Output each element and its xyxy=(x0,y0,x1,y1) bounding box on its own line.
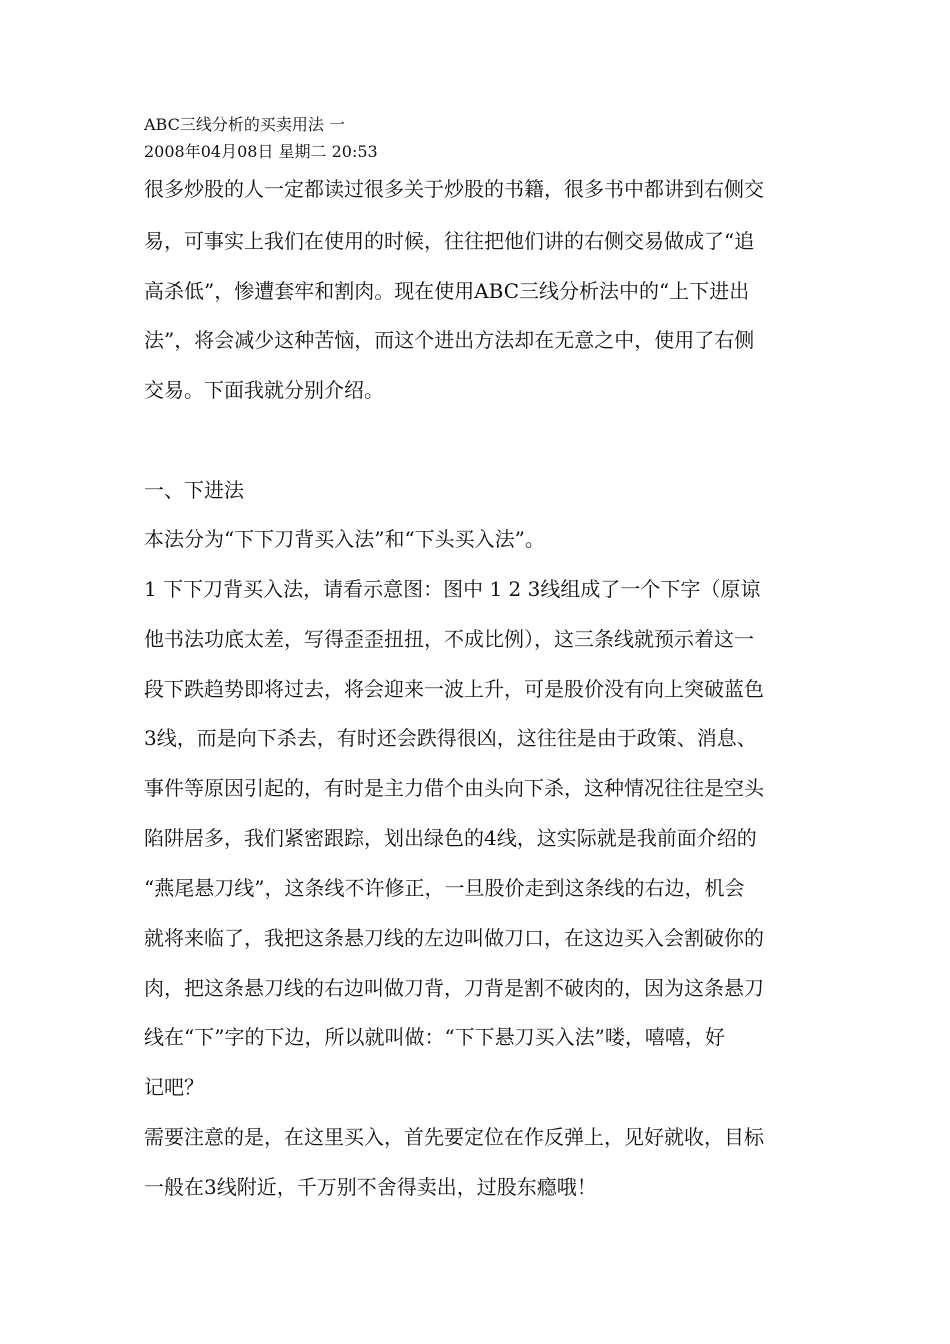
note-line: 需要注意的是，在这里买入，首先要定位在作反弹上，见好就收，目标 xyxy=(144,1125,764,1149)
section-heading: 一、下进法 xyxy=(144,478,244,502)
intro-line: 很多炒股的人一定都读过很多关于炒股的书籍，很多书中都讲到右侧交 xyxy=(144,177,764,201)
method-line: 1 下下刀背买入法，请看示意图：图中 1 2 3线组成了一个下字（原谅 xyxy=(144,577,761,601)
method-line: 就将来临了，我把这条悬刀线的左边叫做刀口，在这边买入会割破你的 xyxy=(144,926,764,950)
article-date: 2008年04月08日 星期二 20:53 xyxy=(144,142,378,161)
method-line: “燕尾悬刀线”，这条线不许修正，一旦股价走到这条线的右边，机会 xyxy=(144,876,745,900)
intro-line: 交易。下面我就分别介绍。 xyxy=(144,378,384,402)
intro-line: 易，可事实上我们在使用的时候，往往把他们讲的右侧交易做成了“追 xyxy=(144,229,755,253)
method-line: 陷阱居多，我们紧密跟踪，划出绿色的4线，这实际就是我前面介绍的 xyxy=(144,826,757,850)
intro-line: 法”，将会减少这种苦恼，而这个进出方法却在无意之中，使用了右侧 xyxy=(144,328,755,352)
method-line: 记吧？ xyxy=(144,1075,204,1099)
method-line: 线在“下”字的下边，所以就叫做：“下下悬刀买入法”喽，嘻嘻，好 xyxy=(144,1025,725,1049)
method-line: 事件等原因引起的，有时是主力借个由头向下杀，这种情况往往是空头 xyxy=(144,776,764,800)
note-line: 一般在3线附近，千万别不舍得卖出，过股东瘾哦！ xyxy=(144,1175,597,1199)
section-summary: 本法分为“下下刀背买入法”和“下头买入法”。 xyxy=(144,527,545,551)
method-line: 3线，而是向下杀去，有时还会跌得很凶，这往往是由于政策、消息、 xyxy=(144,726,757,750)
intro-line: 高杀低”，惨遭套牢和割肉。现在使用ABC三线分析法中的“上下进出 xyxy=(144,279,750,303)
method-line: 肉，把这条悬刀线的右边叫做刀背，刀背是割不破肉的，因为这条悬刀 xyxy=(144,976,764,1000)
article-title: ABC三线分析的买卖用法 一 xyxy=(144,115,345,134)
method-line: 他书法功底太差，写得歪歪扭扭，不成比例），这三条线就预示着这一 xyxy=(144,627,754,651)
method-line: 段下跌趋势即将过去，将会迎来一波上升，可是股价没有向上突破蓝色 xyxy=(144,677,764,701)
